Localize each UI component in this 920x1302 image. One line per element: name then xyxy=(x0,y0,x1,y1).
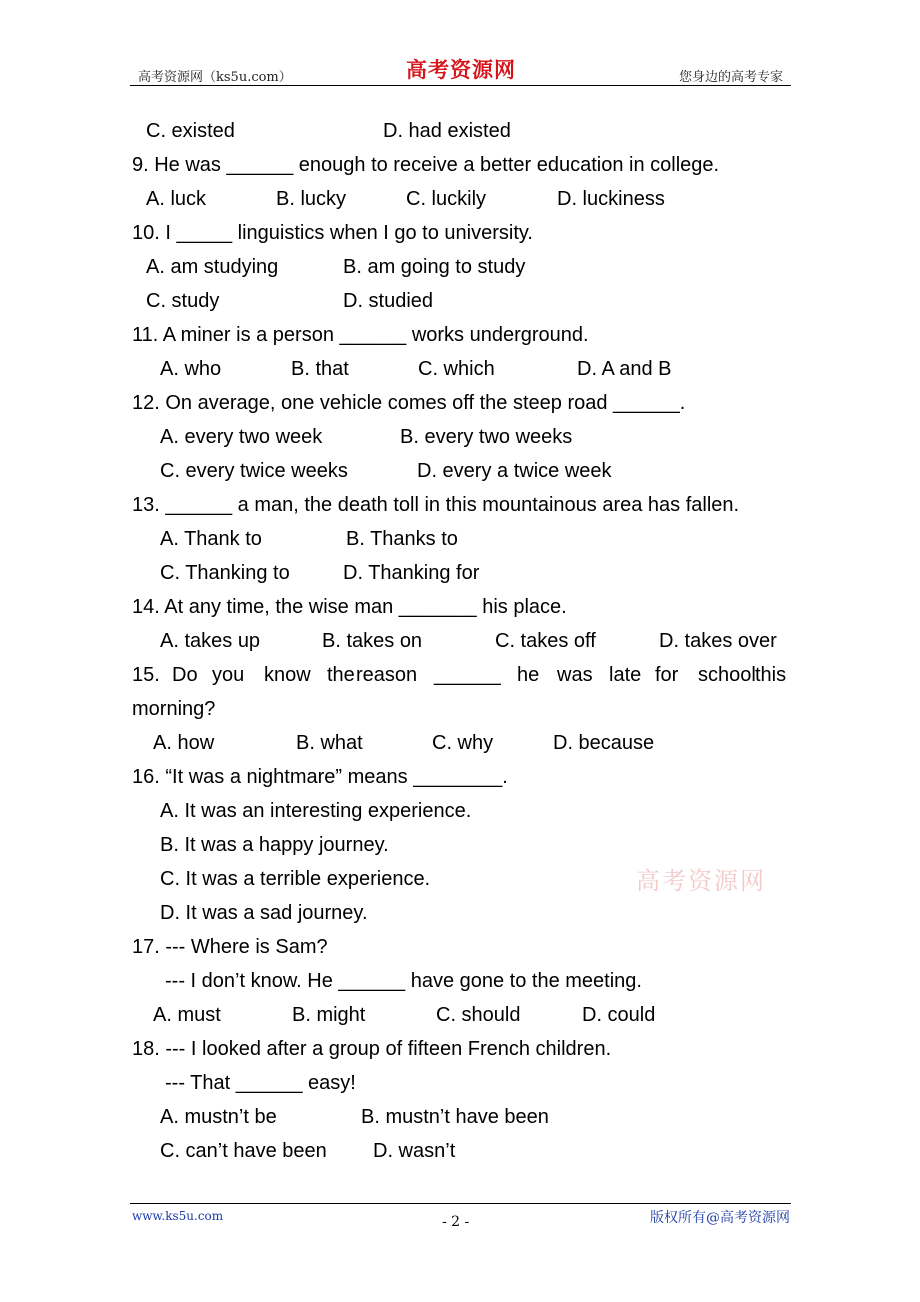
q18-option-d: D. wasn’t xyxy=(373,1140,456,1162)
q16-stem: 16. “It was a nightmare” means ________. xyxy=(132,766,508,788)
q15-stem-word: Do xyxy=(172,664,198,686)
page-number: - 2 - xyxy=(442,1214,470,1230)
q17-stem: 17. --- Where is Sam? xyxy=(132,936,328,958)
q12-option-c: C. every twice weeks xyxy=(160,460,348,482)
q15-stem-word: ______ xyxy=(434,664,501,686)
q11-stem: 11. A miner is a person ______ works underground. xyxy=(132,324,589,346)
q17-option-b: B. might xyxy=(292,1004,366,1026)
q16-option-d: D. It was a sad journey. xyxy=(160,902,368,924)
q11-option-c: C. which xyxy=(418,358,495,380)
q14-option-a: A. takes up xyxy=(160,630,261,652)
q13-option-b: B. Thanks to xyxy=(346,528,458,550)
q10-option-b: B. am going to study xyxy=(343,256,526,278)
q12-option-d: D. every a twice week xyxy=(417,460,612,482)
q16-option-c: C. It was a terrible experience. xyxy=(160,868,431,890)
q17-option-c: C. should xyxy=(436,1004,521,1026)
q17-dialog: --- I don’t know. He ______ have gone to the meeting. xyxy=(165,970,642,992)
q12-option-a: A. every two week xyxy=(160,426,323,448)
q10-stem: 10. I _____ linguistics when I go to university. xyxy=(132,222,533,244)
q9-option-d: D. luckiness xyxy=(557,188,665,210)
header-divider xyxy=(130,85,791,86)
q16-option-a: A. It was an interesting experience. xyxy=(160,800,472,822)
q13-option-a: A. Thank to xyxy=(160,528,262,550)
q13-stem: 13. ______ a man, the death toll in this mountainous area has fallen. xyxy=(132,494,740,516)
q15-stem-word: 15. xyxy=(132,664,160,686)
q15-stem-word: reason xyxy=(356,664,418,686)
q17-option-a: A. must xyxy=(153,1004,221,1026)
q15-stem-word: was xyxy=(557,664,593,686)
footer-copyright: 版权所有@高考资源网 xyxy=(650,1210,790,1226)
q15-stem-word: late xyxy=(609,664,642,686)
q16-option-b: B. It was a happy journey. xyxy=(160,834,389,856)
q8-option-d: D. had existed xyxy=(383,120,511,142)
q12-option-b: B. every two weeks xyxy=(400,426,573,448)
q15-option-d: D. because xyxy=(553,732,655,754)
q9-option-b: B. lucky xyxy=(276,188,347,210)
q10-option-d: D. studied xyxy=(343,290,434,312)
header-logo: 高考资源网 xyxy=(406,57,516,82)
q15-stem-word: for xyxy=(655,664,679,686)
q18-option-c: C. can’t have been xyxy=(160,1140,327,1162)
header-slogan: 您身边的高考专家 xyxy=(678,70,783,85)
q15-option-b: B. what xyxy=(296,732,363,754)
q18-option-b: B. mustn’t have been xyxy=(361,1106,549,1128)
q12-stem: 12. On average, one vehicle comes off the steep road ______. xyxy=(132,392,686,414)
q10-option-a: A. am studying xyxy=(146,256,279,278)
q11-option-a: A. who xyxy=(160,358,222,380)
q18-dialog: --- That ______ easy! xyxy=(165,1072,356,1094)
q11-option-d: D. A and B xyxy=(577,358,672,380)
q15-stem-word: school xyxy=(698,664,756,686)
q15-stem-word: the xyxy=(327,664,355,686)
footer-site-link[interactable]: www.ks5u.com xyxy=(132,1209,224,1223)
page-header xyxy=(130,52,791,88)
q18-stem: 18. --- I looked after a group of fifteen French children. xyxy=(132,1038,612,1060)
q13-option-d: D. Thanking for xyxy=(343,562,480,584)
q15-stem-line2: morning? xyxy=(132,698,216,720)
q17-option-d: D. could xyxy=(582,1004,656,1026)
q14-option-b: B. takes on xyxy=(322,630,423,652)
q9-option-a: A. luck xyxy=(146,188,207,210)
q15-stem-word: you xyxy=(212,664,245,686)
q14-option-d: D. takes over xyxy=(659,630,777,652)
q13-option-c: C. Thanking to xyxy=(160,562,290,584)
q14-stem: 14. At any time, the wise man _______ his place. xyxy=(132,596,567,618)
footer-divider xyxy=(130,1203,791,1204)
watermark: 高考资源网 xyxy=(636,867,766,895)
q9-option-c: C. luckily xyxy=(406,188,487,210)
header-site-name: 高考资源网（ks5u.com） xyxy=(138,70,292,85)
q15-stem-word: he xyxy=(517,664,540,686)
q18-option-a: A. mustn’t be xyxy=(160,1106,277,1128)
q14-option-c: C. takes off xyxy=(495,630,596,652)
q9-stem: 9. He was ______ enough to receive a better education in college. xyxy=(132,154,720,176)
q10-option-c: C. study xyxy=(146,290,220,312)
q15-option-c: C. why xyxy=(432,732,494,754)
q11-option-b: B. that xyxy=(291,358,349,380)
q15-stem-word: know xyxy=(264,664,311,686)
q15-stem-word: this xyxy=(755,664,787,686)
q15-option-a: A. how xyxy=(153,732,215,754)
q8-option-c: C. existed xyxy=(146,120,235,142)
